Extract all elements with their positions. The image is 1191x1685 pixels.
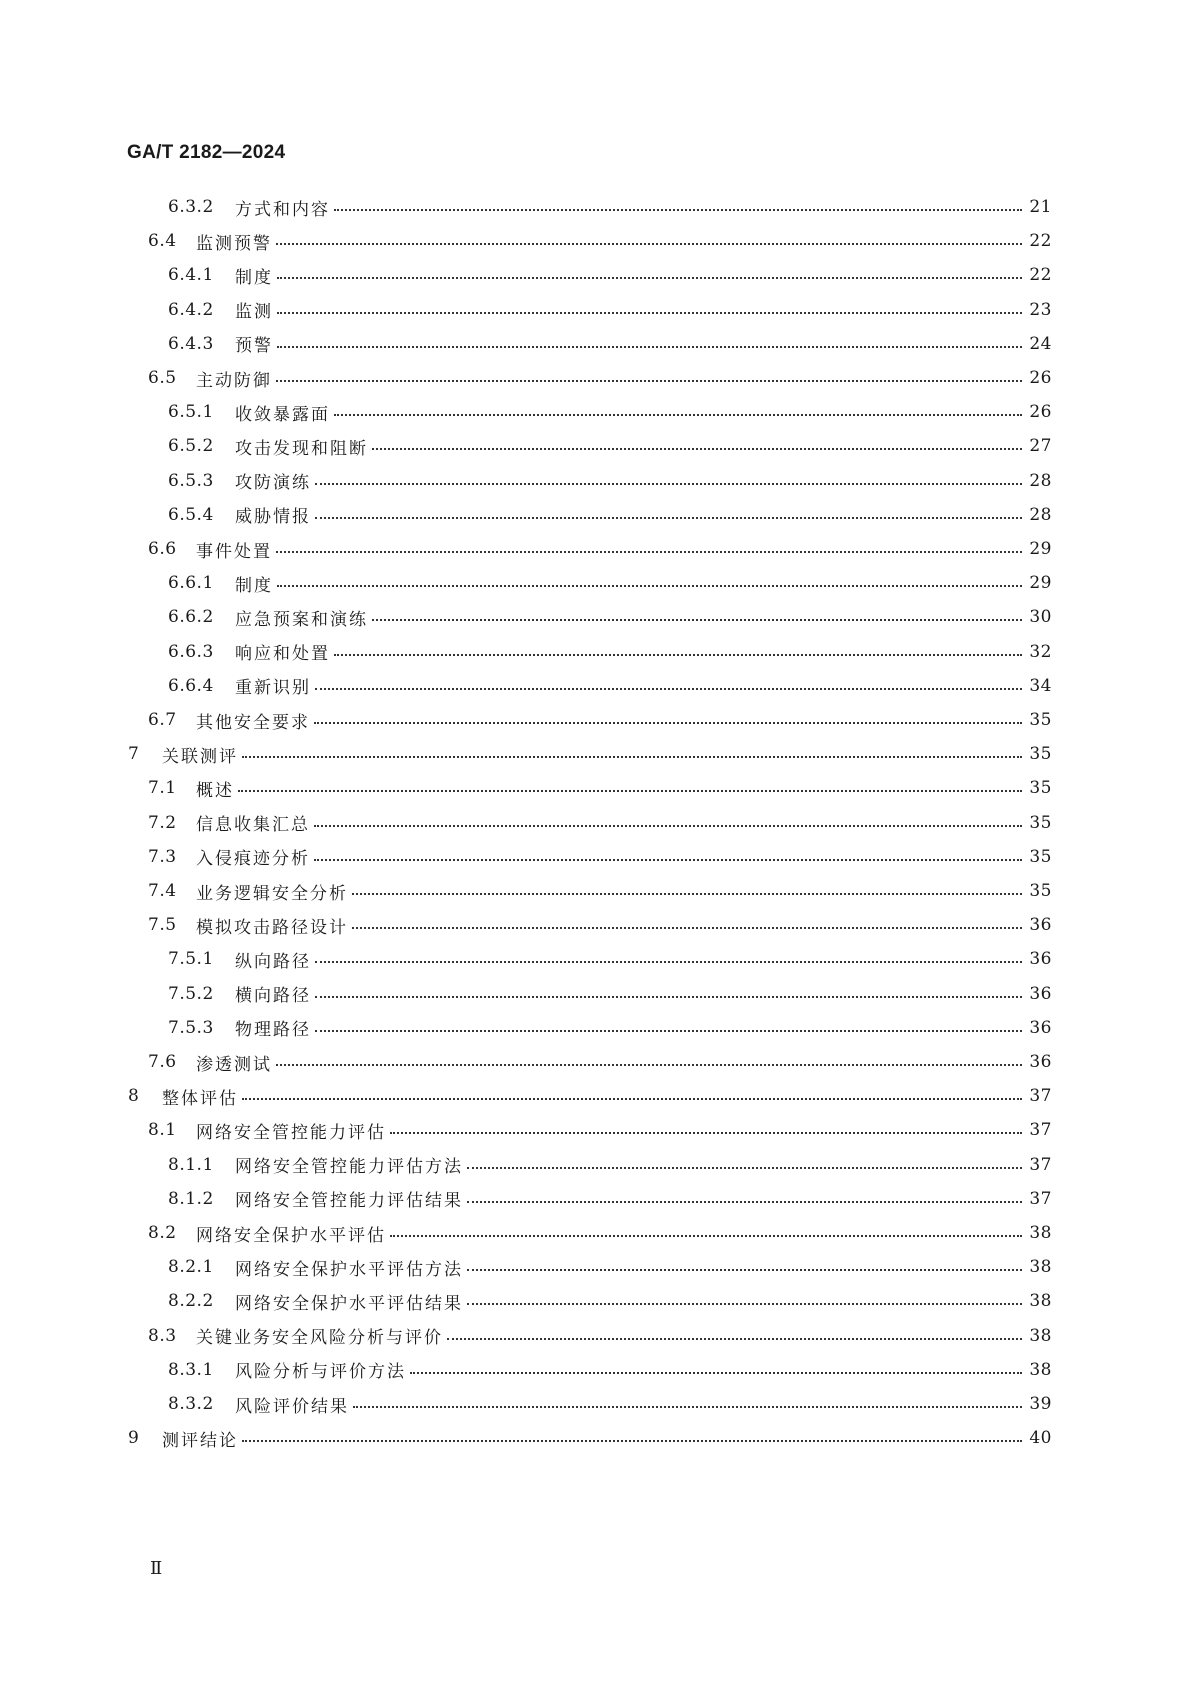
toc-entry[interactable] [168,602,1052,632]
toc-entry[interactable] [168,1013,1052,1043]
toc-entry[interactable] [168,192,1052,222]
toc-entry-number: 6.5.3 [168,470,214,491]
toc-entry[interactable] [168,1355,1052,1385]
toc-entry-number: 7.5.2 [168,983,214,1004]
toc-entry[interactable] [148,808,1052,838]
toc-entry[interactable] [168,397,1052,427]
toc-entry-number: 8.1 [148,1120,177,1141]
toc-entry-page: 40 [1029,1428,1052,1449]
toc-dot-leader [238,790,1022,792]
toc-entry-page: 36 [1029,949,1052,970]
toc-entry-title: 预警 [235,336,273,357]
toc-dot-leader [334,654,1022,656]
toc-entry[interactable] [148,773,1052,803]
toc-entry-title: 物理路径 [235,1020,311,1041]
toc-dot-leader [314,722,1022,724]
toc-entry-title: 概述 [196,780,234,801]
toc-dot-leader [276,243,1022,245]
toc-entry[interactable] [148,1047,1052,1077]
toc-entry[interactable] [128,1423,1052,1453]
toc-entry-title: 整体评估 [162,1088,238,1109]
toc-entry-page: 37 [1029,1120,1052,1141]
toc-entry-title: 其他安全要求 [196,712,310,733]
toc-entry-number: 7.5 [148,915,177,936]
toc-entry-page: 26 [1029,402,1052,423]
toc-entry-title: 重新识别 [235,678,311,699]
toc-dot-leader [372,448,1022,450]
toc-dot-leader [277,277,1022,279]
toc-entry-title: 业务逻辑安全分析 [196,883,348,904]
toc-entry-title: 网络安全保护水平评估 [196,1225,386,1246]
toc-entry-page: 21 [1029,197,1052,217]
toc-dot-leader [314,825,1022,827]
toc-entry-number: 7.4 [148,881,177,901]
toc-entry-number: 6.5.2 [168,436,214,457]
toc-dot-leader [242,756,1022,758]
toc-entry[interactable] [148,1218,1052,1248]
toc-entry-title: 威胁情报 [235,507,311,528]
toc-entry-title: 攻击发现和阻断 [235,438,368,459]
toc-dot-leader [315,688,1022,690]
toc-entry-title: 渗透测试 [196,1054,272,1075]
toc-entry-number: 8.3.1 [168,1359,214,1380]
toc-entry-number: 6.4.3 [168,333,214,354]
toc-entry-number: 8.3.2 [168,1394,214,1414]
toc-entry[interactable] [148,876,1052,906]
toc-dot-leader [410,1372,1022,1374]
toc-entry-number: 6.6.1 [168,573,214,594]
toc-entry-page: 35 [1029,846,1052,867]
toc-entry-number: 6.6.3 [168,641,214,662]
toc-dot-leader [372,619,1022,621]
toc-entry-number: 6.4.1 [168,265,214,286]
toc-entry[interactable] [168,500,1052,530]
toc-entry-page: 35 [1029,744,1052,765]
toc-dot-leader [467,1201,1022,1203]
toc-dot-leader [467,1269,1022,1271]
toc-dot-leader [467,1167,1022,1169]
toc-entry-number: 7.2 [148,812,177,833]
toc-entry-number: 6.5.4 [168,504,214,525]
toc-entry-number: 8.2 [148,1223,177,1243]
toc-entry-number: 6.5 [148,368,177,388]
toc-entry[interactable] [168,944,1052,974]
toc-entry-page: 38 [1029,1325,1052,1346]
toc-entry-number: 7.1 [148,778,177,799]
toc-dot-leader [277,585,1022,587]
toc-dot-leader [314,859,1022,861]
toc-entry-title: 主动防御 [196,370,272,391]
toc-dot-leader [315,996,1022,998]
toc-entry[interactable] [148,534,1052,564]
toc-dot-leader [315,483,1022,485]
toc-entry-title: 监测预警 [196,233,272,254]
toc-entry[interactable] [168,1389,1052,1419]
document-code: GA/T 2182—2024 [127,142,286,163]
toc-entry-page: 38 [1029,1257,1052,1278]
toc-entry-number: 7 [128,744,140,765]
toc-dot-leader [447,1338,1022,1340]
toc-dot-leader [276,1064,1022,1066]
toc-entry-page: 28 [1029,470,1052,491]
toc-entry-number: 7.3 [148,846,177,867]
toc-entry-number: 6.5.1 [168,402,214,423]
toc-entry[interactable] [168,979,1052,1009]
toc-dot-leader [277,312,1022,314]
toc-entry[interactable] [168,431,1052,461]
toc-entry-page: 35 [1029,778,1052,799]
toc-entry[interactable] [168,466,1052,496]
toc-entry-number: 8.2.2 [168,1291,214,1312]
toc-dot-leader [352,927,1022,929]
toc-entry[interactable] [148,705,1052,735]
toc-entry-page: 35 [1029,812,1052,833]
toc-entry[interactable] [168,295,1052,325]
toc-entry-page: 29 [1029,573,1052,594]
toc-entry-number: 6.3.2 [168,197,214,217]
toc-entry[interactable] [168,568,1052,598]
toc-entry-title: 收敛暴露面 [235,404,330,425]
toc-entry-page: 24 [1029,333,1052,354]
toc-entry-page: 36 [1029,983,1052,1004]
toc-entry-title: 应急预案和演练 [235,609,368,630]
toc-entry-number: 8.1.1 [168,1154,214,1175]
toc-entry[interactable] [168,260,1052,290]
toc-entry-number: 6.6.2 [168,607,214,628]
toc-entry[interactable] [168,1184,1052,1214]
toc-entry-number: 8.1.2 [168,1188,214,1209]
toc-entry-title: 测评结论 [162,1430,238,1451]
toc-entry-number: 8 [128,1086,140,1107]
toc-entry-page: 22 [1029,265,1052,286]
toc-entry-page: 38 [1029,1359,1052,1380]
toc-entry-title: 模拟攻击路径设计 [196,917,348,938]
toc-entry-title: 响应和处置 [235,644,330,665]
toc-entry-number: 6.6.4 [168,675,214,696]
toc-entry-page: 27 [1029,436,1052,457]
toc-dot-leader [334,209,1022,211]
toc-entry-page: 32 [1029,641,1052,662]
toc-entry-page: 38 [1029,1291,1052,1312]
toc-entry-page: 37 [1029,1154,1052,1175]
toc-entry[interactable] [128,739,1052,769]
toc-entry[interactable] [168,671,1052,701]
toc-entry[interactable] [148,363,1052,393]
toc-entry-page: 23 [1029,299,1052,320]
toc-entry-title: 纵向路径 [235,951,311,972]
toc-entry-page: 30 [1029,607,1052,628]
toc-dot-leader [352,893,1022,895]
toc-dot-leader [315,961,1022,963]
toc-entry-title: 制度 [235,267,273,288]
toc-entry-title: 网络安全保护水平评估结果 [235,1293,463,1314]
toc-entry-page: 35 [1029,881,1052,901]
toc-entry[interactable] [168,329,1052,359]
toc-entry[interactable] [168,1286,1052,1316]
toc-entry-page: 36 [1029,1017,1052,1038]
toc-entry-page: 26 [1029,368,1052,388]
toc-entry[interactable] [168,1150,1052,1180]
toc-dot-leader [276,380,1022,382]
toc-entry-number: 6.4 [148,231,177,252]
toc-dot-leader [390,1132,1022,1134]
toc-entry-page: 34 [1029,675,1052,696]
toc-entry[interactable] [148,1115,1052,1145]
toc-dot-leader [467,1303,1022,1305]
toc-entry-title: 信息收集汇总 [196,815,310,836]
toc-dot-leader [276,551,1022,553]
toc-entry-number: 7.6 [148,1052,177,1072]
toc-entry-title: 网络安全管控能力评估 [196,1122,386,1143]
toc-entry-number: 7.5.3 [168,1017,214,1038]
toc-entry-page: 37 [1029,1188,1052,1209]
toc-entry-page: 28 [1029,504,1052,525]
toc-entry-number: 8.3 [148,1325,177,1346]
toc-dot-leader [242,1440,1022,1442]
toc-entry-number: 7.5.1 [168,949,214,970]
toc-entry-page: 37 [1029,1086,1052,1107]
toc-entry-number: 9 [128,1428,140,1449]
toc-entry-title: 风险分析与评价方法 [235,1362,406,1383]
toc-entry-page: 22 [1029,231,1052,252]
toc-entry-page: 39 [1029,1394,1052,1414]
toc-entry-title: 横向路径 [235,986,311,1007]
toc-entry-page: 36 [1029,915,1052,936]
toc-entry[interactable] [128,1081,1052,1111]
toc-dot-leader [277,346,1022,348]
toc-entry-number: 6.4.2 [168,299,214,320]
toc-entry-title: 风险评价结果 [235,1396,349,1417]
toc-entry-page: 36 [1029,1052,1052,1072]
toc-entry-page: 38 [1029,1223,1052,1243]
toc-dot-leader [390,1235,1022,1237]
toc-entry-title: 关键业务安全风险分析与评价 [196,1328,443,1349]
toc-entry-title: 方式和内容 [235,199,330,220]
toc-entry-title: 网络安全保护水平评估方法 [235,1259,463,1280]
toc-entry[interactable] [148,226,1052,256]
toc-entry[interactable] [148,910,1052,940]
toc-entry-number: 6.7 [148,710,177,730]
toc-dot-leader [242,1098,1022,1100]
toc-entry-number: 6.6 [148,539,177,559]
toc-entry-title: 网络安全管控能力评估方法 [235,1157,463,1178]
toc-dot-leader [315,1030,1022,1032]
toc-entry-page: 35 [1029,710,1052,730]
toc-entry-title: 关联测评 [162,746,238,767]
toc-entry[interactable] [148,1321,1052,1351]
toc-entry-title: 制度 [235,575,273,596]
toc-entry-title: 监测 [235,302,273,323]
toc-entry-number: 8.2.1 [168,1257,214,1278]
toc-entry-page: 29 [1029,539,1052,559]
toc-dot-leader [353,1406,1022,1408]
toc-entry[interactable] [148,842,1052,872]
page-number: Ⅱ [150,1558,163,1579]
toc-entry-title: 攻防演练 [235,473,311,494]
toc-entry[interactable] [168,1252,1052,1282]
toc-entry-title: 入侵痕迹分析 [196,849,310,870]
toc-dot-leader [315,517,1022,519]
toc-entry[interactable] [168,637,1052,667]
toc-entry-title: 事件处置 [196,541,272,562]
toc-entry-title: 网络安全管控能力评估结果 [235,1191,463,1212]
toc-dot-leader [334,414,1022,416]
